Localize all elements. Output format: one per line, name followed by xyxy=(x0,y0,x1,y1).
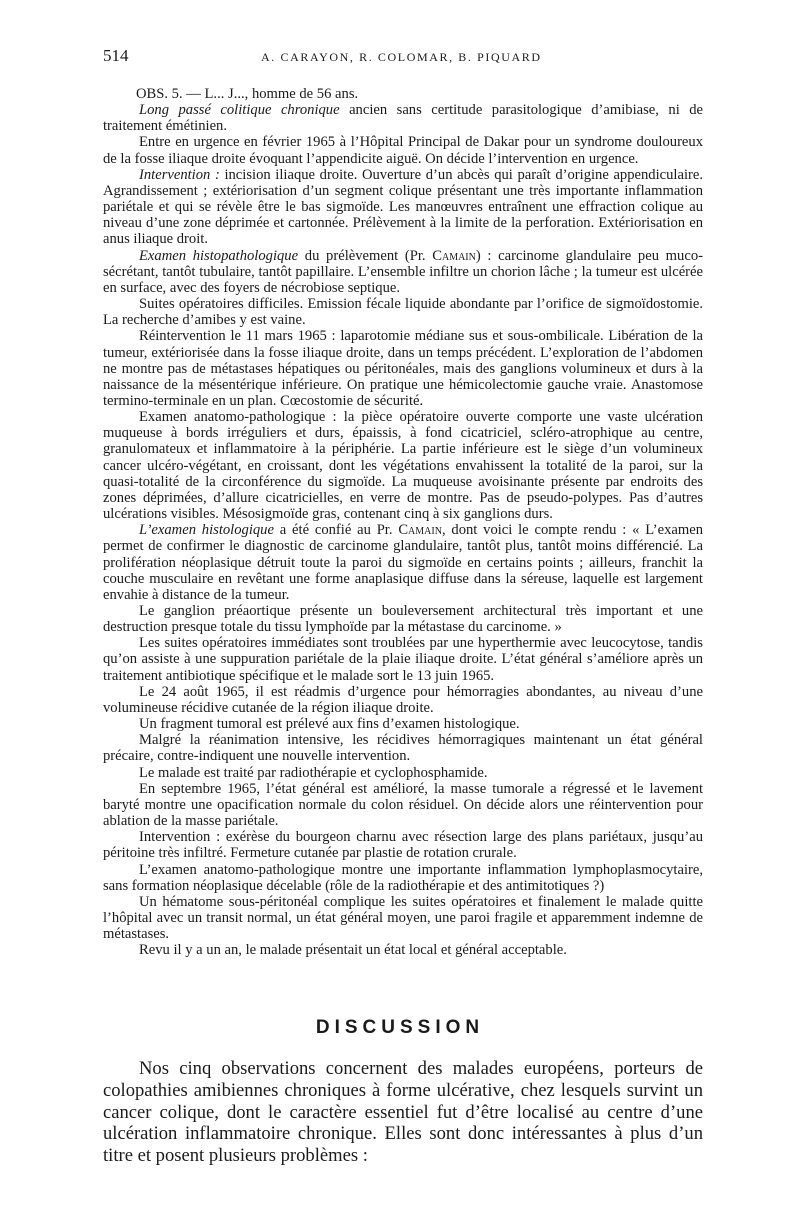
emphasis: L’examen histologique xyxy=(139,522,274,539)
text: du prélèvement (Pr. xyxy=(298,247,433,264)
emphasis: Long passé colitique chronique xyxy=(139,102,340,119)
paragraph: Réintervention le 11 mars 1965 : laparotomie médiane sus et sous-ombilicale. Libération de la tumeur, extériorisée dans la fosse iliaque droite, dans un temps précédent. L’exploration de l’abdomen ne montre pas de métastases hépatiques ou péritonéales, mais des ganglions volumineux et durs à la naissance de la mésentérique inférieure. On pratique une hémicolectomie gauche vraie. Anastomose termino-terminale en un plan. Cœcostomie de sécurité. xyxy=(103,328,703,409)
emphasis: Intervention : xyxy=(139,166,220,183)
text: ) : carcinome glandulaire peu muco-sécrétant, tantôt tubulaire, tantôt papillaire. L’ensemble infiltre un chorion lâche ; la tumeur est ulcérée en surface, avec des foyers de nécrobiose septique. xyxy=(103,247,703,296)
paragraph: L’examen anatomo-pathologique montre une importante inflammation lymphoplasmocytaire, sans formation néoplasique décelable (rôle de la radiothérapie et des antimitotiques ?) xyxy=(103,861,703,894)
paragraph: Le ganglion préaortique présente un bouleversement architectural très important et une destruction presque totale du tissu lymphoïde par la métastase du carcinome. » xyxy=(103,603,703,636)
author-name: Camain xyxy=(398,522,442,539)
observation-heading: OBS. 5. — L... J..., homme de 56 ans. xyxy=(136,86,359,102)
paragraph: Intervention : exérèse du bourgeon charnu avec résection large des plans pariétaux, jusqu’au péritoine très infiltré. Fermeture cutanée par plastie de rotation crurale. xyxy=(103,829,703,862)
section-title-discussion: DISCUSSION xyxy=(315,1017,485,1038)
running-head: A. CARAYON, R. COLOMAR, B. PIQUARD xyxy=(261,50,542,64)
paragraph: Entre en urgence en février 1965 à l’Hôpital Principal de Dakar pour un syndrome douloureux de la fosse iliaque droite évoquant l’appendicite aiguë. On décide l’intervention en urgence. xyxy=(103,134,703,167)
paragraph: Le malade est traité par radiothérapie et cyclophosphamide. xyxy=(139,764,488,781)
text: incision iliaque droite. Ouverture d’un abcès qui paraît d’origine appendiculaire. Agrandissement ; extériorisation d’un segment colique présentant une très importante inflammation pariétale et qui se révèle être le bas sigmoïde. Les manœuvres entraînent une effraction colique au niveau d’une zone déprimée et cartonnée. Prélèvement à la limite de la perforation. Extériorisation en anus iliaque droit. xyxy=(103,166,703,248)
paragraph: Le 24 août 1965, il est réadmis d’urgence pour hémorragies abondantes, au niveau d’une volumineuse récidive cutanée de la région iliaque droite. xyxy=(103,683,703,716)
page-number: 514 xyxy=(103,46,129,65)
page-header xyxy=(103,46,703,70)
author-name: Camain xyxy=(432,247,476,264)
paragraph xyxy=(103,167,703,248)
paragraph xyxy=(103,102,703,134)
text: , dont voici le compte rendu : « L’examen permet de confirmer le diagnostic de carcinome glandulaire, tantôt plus, tantôt moins différencié. La prolifération néoplasique détruit toute la paroi du sigmoïde en certains points ; ailleurs, franchit la couche musculaire en revêtant une forme anaplasique diffuse dans la séreuse, laquelle est largement envahie à distance de la tumeur. xyxy=(103,522,704,603)
discussion-body xyxy=(103,1058,703,1167)
text: a été confié au Pr. xyxy=(273,522,399,539)
paragraph xyxy=(103,522,703,603)
paragraph: Nos cinq observations concernent des malades européens, porteurs de colopathies amibiennes chroniques à forme ulcérative, chez lesquels survint un cancer colique, dont le caractère essentiel fut d’être localisé au centre d’une ulcération inflammatoire chronique. Elles sont donc intéressantes à plus d’un titre et posent plusieurs problèmes : xyxy=(103,1058,703,1167)
paragraph: En septembre 1965, l’état général est amélioré, la masse tumorale a régressé et le lavement baryté montre une opacification normale du colon résiduel. On décide alors une réintervention pour ablation de la masse pariétale. xyxy=(103,780,703,830)
paragraph: Suites opératoires difficiles. Emission fécale liquide abondante par l’orifice de sigmoïdostomie. La recherche d’amibes y est vaine. xyxy=(103,296,703,329)
observation-5 xyxy=(103,86,703,958)
paragraph: Un hématome sous-péritonéal complique les suites opératoires et finalement le malade quitte l’hôpital avec un transit normal, un état général moyen, une paroi fragile et apparemment indemne de métastases. xyxy=(103,893,703,943)
emphasis: Examen histopathologique xyxy=(139,247,299,264)
paragraph xyxy=(103,248,703,296)
paragraph: Revu il y a un an, le malade présentait un état local et général acceptable. xyxy=(139,942,567,959)
paragraph: Les suites opératoires immédiates sont troublées par une hyperthermie avec leucocytose, tandis qu’on assiste à une suppuration pariétale de la plaie iliaque droite. L’état général s’améliore après un traitement antibiotique spécifique et le malade sort le 13 juin 1965. xyxy=(103,635,703,684)
text: ancien sans certitude parasitologique d’amibiase, ni de traitement émétinien. xyxy=(103,102,704,135)
paragraph: Malgré la réanimation intensive, les récidives hémorragiques maintenant un état général précaire, contre-indiquent une nouvelle intervention. xyxy=(103,732,703,765)
paragraph: Examen anatomo-pathologique : la pièce opératoire ouverte comporte une vaste ulcération muqueuse à bords irréguliers et durs, épaissis, à fond cicatriciel, scléro-atrophique au centre, granulomateux et inflammatoire à la périphérie. La partie inférieure est le siège d’un volumineux cancer ulcéro-végétant, en croissant, dont les végétations envahissent la totalité de la paroi, sur la quasi-totalité de la circonférence du sigmoïde. La muqueuse avoisinante présente par endroits des zones déprimées, d’allure cicatricielles, en verre de montre. Pas de pseudo-polypes. Pas d’autres ulcérations visibles. Mésosigmoïde gras, contenant cinq à six ganglions durs. xyxy=(103,409,703,523)
paragraph: Un fragment tumoral est prélevé aux fins d’examen histologique. xyxy=(139,716,520,733)
